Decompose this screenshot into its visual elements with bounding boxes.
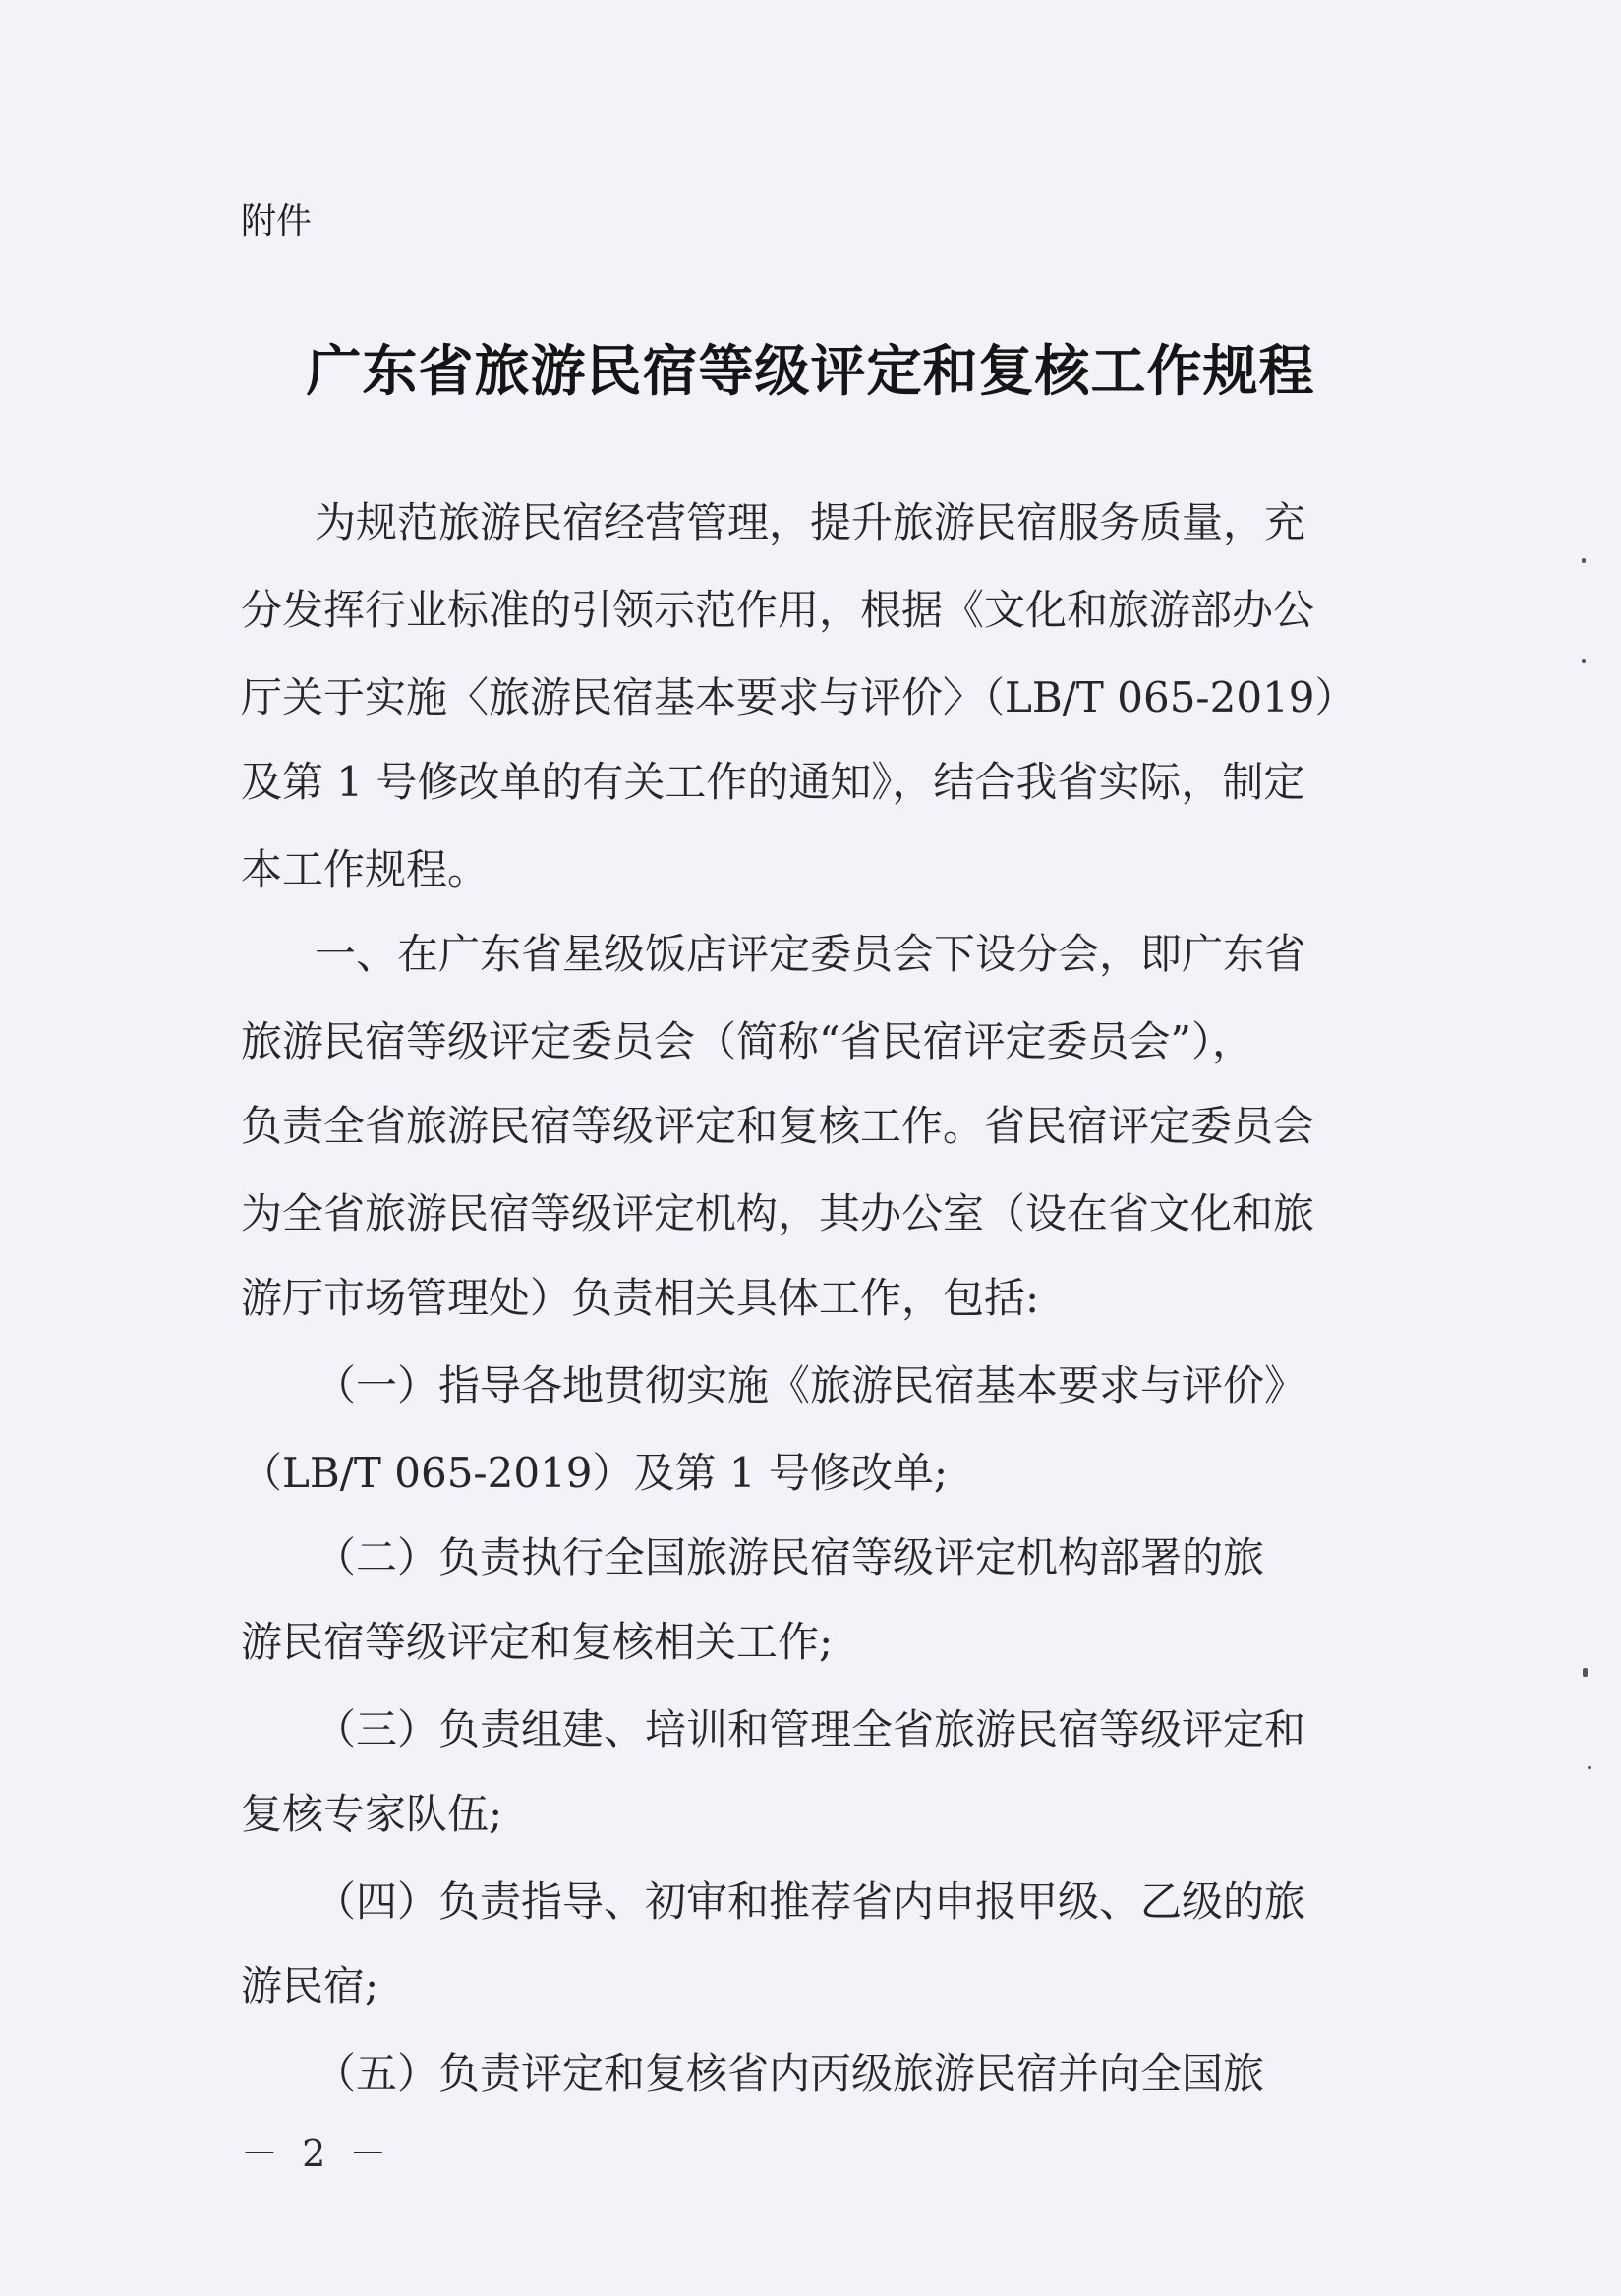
paragraph-line: （LB/T 065-2019）及第 1 号修改单; [241, 1449, 949, 1497]
paragraph-line: 分发挥行业标准的引领示范作用，根据《文化和旅游部办公 [241, 586, 1315, 634]
paragraph-line: （一）指导各地贯彻实施《旅游民宿基本要求与评价》 [315, 1361, 1306, 1409]
paragraph-line: 游民宿; [241, 1962, 379, 2010]
paragraph-line: 厅关于实施〈旅游民宿基本要求与评价〉（LB/T 065-2019） [241, 673, 1357, 721]
paragraph-line: 旅游民宿等级评定委员会（简称“省民宿评定委员会”）， [241, 1017, 1253, 1065]
paragraph-line: 为全省旅游民宿等级评定机构，其办公室（设在省文化和旅 [241, 1189, 1315, 1237]
scan-speck [1588, 1766, 1591, 1769]
paragraph-line: 负责全省旅游民宿等级评定和复核工作。省民宿评定委员会 [241, 1102, 1315, 1150]
paragraph-line: （四）负责指导、初审和推荐省内申报甲级、乙级的旅 [315, 1877, 1306, 1925]
paragraph-line: （三）负责组建、培训和管理全省旅游民宿等级评定和 [315, 1705, 1306, 1753]
paragraph-line: 为规范旅游民宿经营管理，提升旅游民宿服务质量，充 [315, 498, 1306, 546]
scan-speck [1582, 558, 1586, 563]
paragraph-line: 本工作规程。 [241, 845, 490, 893]
paragraph-line: （二）负责执行全国旅游民宿等级评定机构部署的旅 [315, 1533, 1265, 1581]
document-title: 广东省旅游民宿等级评定和复核工作规程 [306, 339, 1315, 404]
paragraph-line: 游厅市场管理处）负责相关具体工作，包括: [241, 1274, 1040, 1322]
page-number: － 2 － [241, 2132, 393, 2175]
paragraph-line: 一、在广东省星级饭店评定委员会下设分会，即广东省 [315, 930, 1306, 978]
paragraph-line: 及第 1 号修改单的有关工作的通知》，结合我省实际，制定 [241, 758, 1305, 806]
paragraph-line: （五）负责评定和复核省内丙级旅游民宿并向全国旅 [315, 2049, 1265, 2097]
attachment-label: 附件 [241, 201, 313, 242]
scan-speck [1583, 1668, 1588, 1677]
scan-speck [1582, 659, 1586, 663]
paragraph-line: 复核专家队伍; [241, 1790, 503, 1838]
paragraph-line: 游民宿等级评定和复核相关工作; [241, 1618, 834, 1666]
